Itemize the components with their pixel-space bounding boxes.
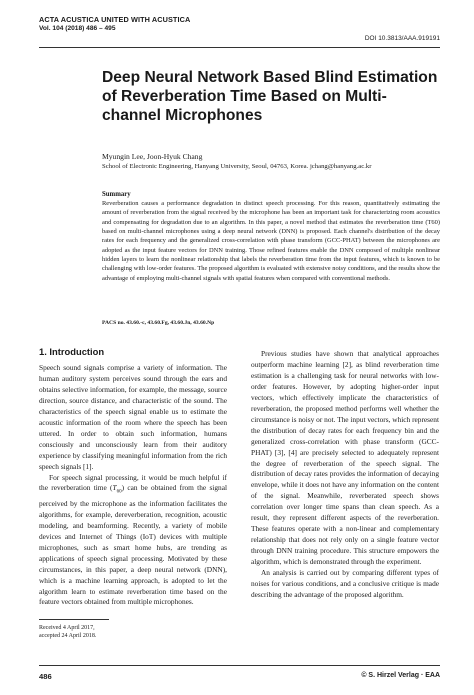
page-number: 486 bbox=[39, 672, 52, 681]
t60-subscript: 60 bbox=[116, 489, 122, 495]
accepted-date: accepted 24 April 2018. bbox=[39, 633, 97, 639]
paragraph: An analysis is carried out by comparing different types of noises for various conditions, and a conclusive critique is made describing the advantage of the proposed algorithm. bbox=[251, 568, 439, 599]
summary-heading: Summary bbox=[102, 191, 131, 198]
section-heading-introduction: 1. Introduction bbox=[39, 346, 105, 357]
paragraph-text: ) can be obtained from the signal perceived by the microphone as the information facilitates the algorithms, for example, dereverberation, recognition, acoustic modeling, and beamforming. Recently, a variety of mobile devices and Internet of Things (IoT) devices with multiple microphones, such as smart home hubs, are trending as applications of speech signal processing. Motivated by these circumstances, in this paper, a deep neural network (DNN), which is a machine learning approach, is adopted to let the algorithm learn to estimate reverberation time based on the feature vectors obtained from multiple microphones. bbox=[39, 483, 227, 607]
summary-text: Reverberation causes a performance degradation in distinct speech processing. For this reason, quantitatively estimating the amount of reverberation from the signal received by the microphone has been an important task for characterizing room acoustics and compensating for degradation due to an algorithm. In this paper, a novel method that estimates the reverberation time (T60) based on multi-channel microphones using a deep neural network (DNN) is proposed. Each channel's distribution of the decay rates for each frequency and the generalized cross-correlation with phase transform (GCC-PHAT) between the microphones are adopted as the input feature vectors for DNN training. Those refined features enable the DNN composed of multiple nonlinear hidden layers to learn the nonlinear relationship that labels the reverberation time from the input features, which is known to be challenging with low-order features. The proposed algorithm is evaluated with extensive noisy conditions, and the results show the advantage of employing multi-channel signals with spatial features when compared with conventional methods. bbox=[102, 200, 440, 282]
paragraph: Speech sound signals comprise a variety of information. The human auditory system perceives sound through the ears and obtains selective information, for example, the message, source direction, source distance, and characteristic of the sound. The characteristics of the speech signal enable us to estimate the acoustic information of the room where the speech has been uttered. In order to obtain such information, humans consciously and unconsciously learn from their auditory experience by classifying meaningful information from the rich speech signals [1]. bbox=[39, 363, 227, 471]
volume-info: Vol. 104 (2018) 486 – 495 bbox=[39, 25, 116, 32]
doi[interactable]: DOI 10.3813/AAA.919191 bbox=[364, 35, 440, 42]
t60-symbol: T bbox=[112, 483, 117, 493]
pacs-numbers: PACS no. 43.60.-c, 43.60.Fg, 43.60.Jn, 43.60.Np bbox=[102, 320, 215, 326]
text-column-left bbox=[39, 363, 227, 608]
affiliation: School of Electronic Engineering, Hanyang University, Seoul, 04763, Korea. jchang@hanyang.ac.kr bbox=[102, 163, 372, 170]
article-title: Deep Neural Network Based Blind Estimation of Reverberation Time Based on Multi-channel Microphones bbox=[102, 69, 438, 124]
paragraph bbox=[39, 473, 227, 609]
footer-rule bbox=[39, 665, 440, 666]
journal-name: ACTA ACUSTICA UNITED WITH ACUSTICA bbox=[39, 15, 191, 24]
footnote-rule bbox=[39, 619, 109, 620]
paragraph: Previous studies have shown that analytical approaches outperform machine learning [2], as blind reverberation time estimation is a challenging task for neural networks with low-order features. However, by adopting higher-order input vectors, which effectively implicate the characteristics of reverberation, the proposed method performs well whether the circumstance is noisy or not. The input vectors, which represent the distribution of decay rates for each frequency bin and the generalized cross-correlation with phase transform (GCC-PHAT) [3], [4] are precisely selected to adequately represent the degree of reverberation of the speech signal. The distribution of decay rates provides the information of decaying envelope, while it does not have any information on the content of the signal. Meanwhile, reverberated speech shows correlation over longer time spans than clean speech. As a result, they represent different aspects of the reverberation. These features operate with a non-linear and complementary relationship that does not rely only on a single feature vector through DNN training procedure. This structure empowers the algorithm, which is demonstrated through the experiment. bbox=[251, 349, 439, 567]
text-column-right bbox=[251, 349, 439, 601]
received-date: Received 4 April 2017, bbox=[39, 625, 95, 631]
paragraph-text: For speech signal processing, it would be much helpful if the reverberation time ( bbox=[39, 472, 227, 493]
publisher: © S. Hirzel Verlag · EAA bbox=[361, 672, 440, 679]
header-rule bbox=[39, 47, 440, 48]
authors: Myungin Lee, Joon-Hyuk Chang bbox=[102, 152, 203, 161]
